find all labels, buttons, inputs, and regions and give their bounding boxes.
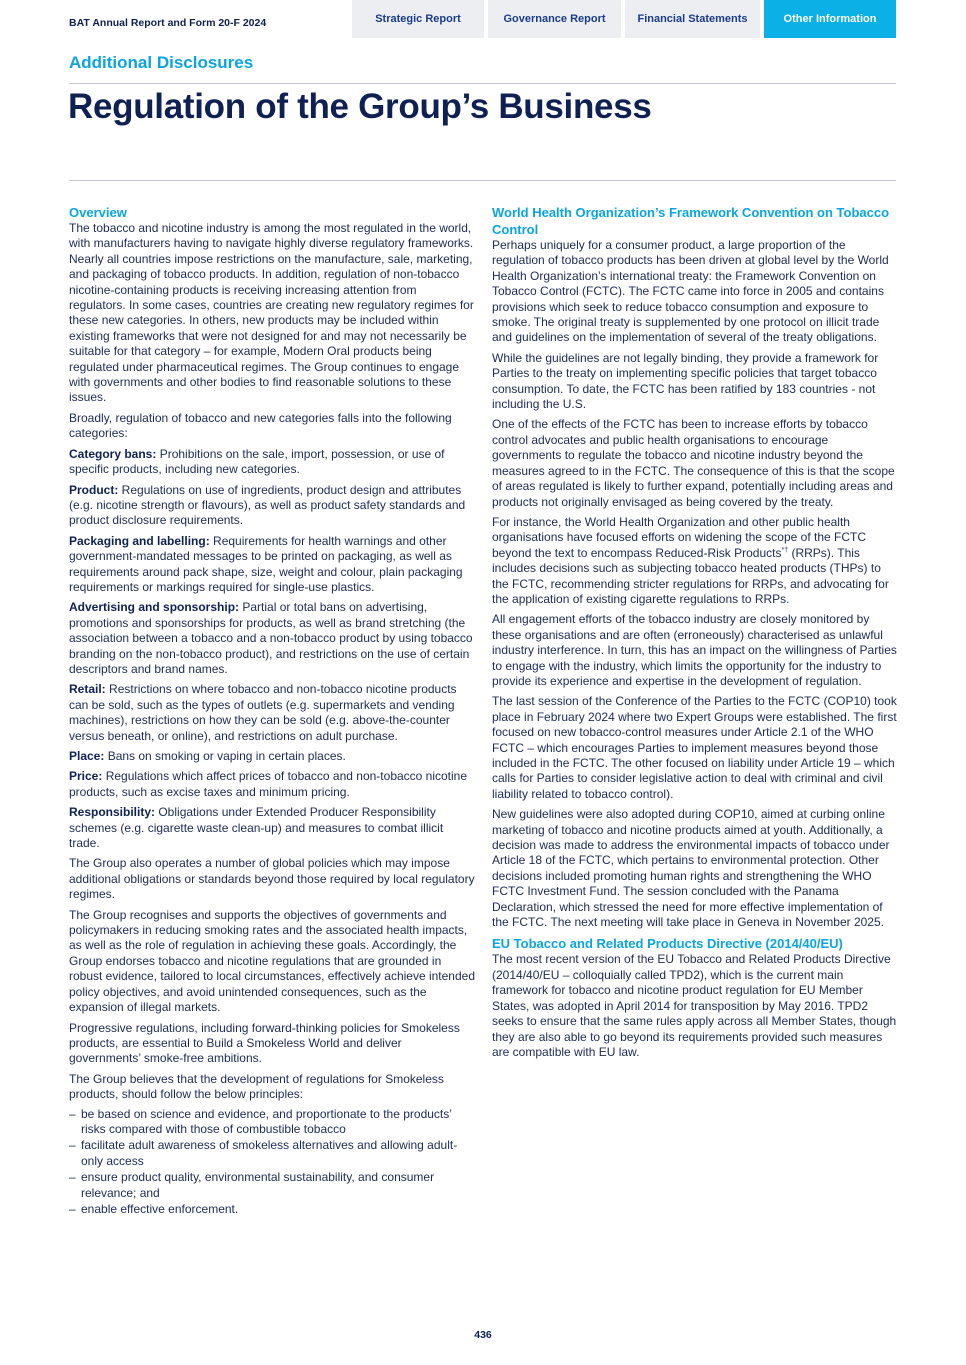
tab-strategic-report[interactable]: Strategic Report <box>352 0 484 38</box>
report-title: BAT Annual Report and Form 20-F 2024 <box>69 17 267 29</box>
list-item: – enable effective enforcement. <box>69 1202 475 1217</box>
section-label: Additional Disclosures <box>69 53 254 72</box>
tab-financial-statements[interactable]: Financial Statements <box>625 0 760 38</box>
category-item <box>69 483 475 529</box>
paragraph: While the guidelines are not legally binding, they provide a framework for Parties to the treaty on implementing specific policies that target tobacco consumption. To date, the FCTC has been ratified by 183 countries - not including the U.S. <box>492 350 879 412</box>
paragraph: New guidelines were also adopted during COP10, aimed at curbing online marketing of tobacco and nicotine products aimed at youth. Additionally, a decision was made to address the environmental impacts of tobacco under Article 18 of the FCTC, which pertains to environmental protection. Other decisions included promoting human rights and strengthening the WHO FCTC Investment Fund. The session concluded with the Panama Declaration, which stressed the need for more effective implementation of the FCTC. The next meeting will take place in Geneva in November 2025. <box>492 807 890 930</box>
divider <box>69 180 896 181</box>
category-text: Requirements for health warnings and other government-mandated messages to be printed on packaging, as well as requirements around pack shape, size, weight and colour, plain packaging requirements or markings required for single-use plastics. <box>69 533 463 594</box>
list-item: – be based on science and evidence, and proportionate to the products’ risks compared with those of combustible tobacco <box>69 1107 475 1138</box>
paragraph: The tobacco and nicotine industry is among the most regulated in the world, with manufacturers having to navigate highly diverse regulatory frameworks. Nearly all countries impose restrictions on the manufacture, sale, marketing, and packaging of tobacco products. In addition, regulation of non-tobacco nicotine-containing products is receiving increasing attention from regulators. In some cases, countries are creating new regulatory regimes for these new categories. In others, new products may be included within existing frameworks that were not designed for and may not necessarily be suitable for that category – for example, Modern Oral products being regulated under pharmaceutical regimes. The Group continues to engage with governments and other bodies to find reasonable solutions to these issues. <box>69 221 474 405</box>
category-item <box>69 769 475 800</box>
category-label: Packaging and labelling: <box>69 533 210 548</box>
category-text: Prohibitions on the sale, import, possession, or use of specific products, including new categories. <box>69 446 445 477</box>
left-column <box>69 204 475 1218</box>
paragraph: All engagement efforts of the tobacco industry are closely monitored by these organisations and are often (erroneously) characterised as unlawful industry interference. In turn, this has an impact on the willingness of Parties to engage with the industry, which limits the opportunity for the industry to provide its experience and expertise in the development of regulation. <box>492 612 897 688</box>
category-label: Advertising and sponsorship: <box>69 600 240 615</box>
category-item <box>69 447 475 478</box>
category-label: Place: <box>69 749 105 763</box>
principles-list <box>69 1107 475 1218</box>
category-text: Regulations on use of ingredients, product design and attributes (e.g. nicotine strength or flavours), as well as product safety standards and product disclosure requirements. <box>69 482 466 528</box>
right-column <box>492 204 898 1065</box>
category-label: Responsibility: <box>69 805 156 820</box>
category-item <box>69 600 475 677</box>
text: For instance, the World Health Organization and other public health organisations have focused efforts on widening the scope of the FCTC beyond the text to encompass Reduced-Risk Products <box>492 514 866 560</box>
category-label: Product: <box>69 482 119 497</box>
paragraph: The Group recognises and supports the objectives of governments and policymakers in reducing smoking rates and the associated health impacts, as well as the role of regulation in achieving these goals. Accordingly, the Group endorses tobacco and nicotine regulations that are grounded in robust evidence, tailored to local circumstances, effectively achieve intended policy objectives, and avoid unintended consequences, such as the expansion of illegal markets. <box>69 907 476 1015</box>
category-item <box>69 534 475 596</box>
category-item <box>69 805 475 851</box>
category-text: Restrictions on where tobacco and non-tobacco nicotine products can be sold, such as the types of outlets (e.g. supermarkets and vending machines), restrictions on how they can be sold (e.g. above-the-counter versus beneath, or online), and restrictions on adult purchase. <box>69 682 457 743</box>
text: (RRPs). This includes decisions such as subjecting tobacco heated products (THPs) to the FCTC, recommending stricter regulations for RRPs, and advocating for the application of existing cigarette regulations to RRPs. <box>492 545 889 606</box>
category-item <box>69 749 475 764</box>
page-number: 436 <box>474 1329 492 1341</box>
paragraph: Broadly, regulation of tobacco and new categories falls into the following categories: <box>69 410 452 441</box>
category-item <box>69 682 475 744</box>
paragraph: The most recent version of the EU Tobacco and Related Products Directive (2014/40/EU – colloquially called TPD2), which is the current main framework for tobacco and nicotine product regulation for EU Member States, was adopted in April 2014 for transposition by May 2016. TPD2 seeks to ensure that the same rules apply across all Member States, though they are also able to go beyond its requirements provided such measures are compatible with EU law. <box>492 952 897 1059</box>
paragraph: The Group believes that the development of regulations for Smokeless products, should follow the below principles: <box>69 1071 444 1102</box>
tab-other-information[interactable]: Other Information <box>764 0 896 38</box>
paragraph: The last session of the Conference of the Parties to the FCTC (COP10) took place in February 2024 where two Expert Groups were established. The first focused on new tobacco-control measures under Article 2.1 of the WHO FCTC – which encourages Parties to implement measures beyond those included in the FCTC. The other focused on liability under Article 19 – which calls for Parties to consider legislative action to deal with criminal and civil liability related to tobacco control). <box>492 694 897 801</box>
footnote-marker: *† <box>781 546 789 554</box>
paragraph: One of the effects of the FCTC has been to increase efforts by tobacco control advocates and public health organisations to encourage governments to regulate the tobacco and nicotine industry beyond the measures agreed to in the FCTC. The consequence of this is that the scope of areas regulated is likely to further expand, potentially including areas and products not originally envisaged as being covered by the treaty. <box>492 417 895 509</box>
category-label: Retail: <box>69 682 106 697</box>
category-text: Partial or total bans on advertising, promotions and sponsorships for products, as well as brand stretching (the association between a tobacco and a non-tobacco product by using tobacco branding on the non-tobacco product), and restrictions on the use of certain descriptors and brand names. <box>69 600 473 676</box>
paragraph: Progressive regulations, including forward-thinking policies for Smokeless products, are essential to Build a Smokeless World and deliver governments’ smoke-free ambitions. <box>69 1020 460 1066</box>
page-title: Regulation of the Group’s Business <box>68 87 652 126</box>
who-fctc-heading: World Health Organization’s Framework Convention on Tobacco Control <box>492 205 890 237</box>
list-item: – ensure product quality, environmental sustainability, and consumer relevance; and <box>69 1170 475 1201</box>
eu-tpd-heading: EU Tobacco and Related Products Directive (2014/40/EU) <box>492 936 843 952</box>
overview-heading: Overview <box>69 205 127 220</box>
top-navigation <box>0 0 966 38</box>
category-text: Bans on smoking or vaping in certain places. <box>104 749 346 763</box>
tab-governance-report[interactable]: Governance Report <box>488 0 621 38</box>
category-text: Regulations which affect prices of tobacco and non-tobacco nicotine products, such as excise taxes and minimum pricing. <box>69 769 468 799</box>
category-label: Category bans: <box>69 446 157 461</box>
paragraph: The Group also operates a number of global policies which may impose additional obligations or standards beyond those required by local regulatory regimes. <box>69 856 475 902</box>
category-text: Obligations under Extended Producer Responsibility schemes (e.g. cigarette waste clean-up) and measures to combat illicit trade. <box>69 805 444 851</box>
list-item: – facilitate adult awareness of smokeless alternatives and allowing adult-only access <box>69 1138 475 1169</box>
paragraph: Perhaps uniquely for a consumer product, a large proportion of the regulation of tobacco products has been driven at global level by the World Health Organization’s international treaty: the Framework Convention on Tobacco Control (FCTC). The FCTC came into force in 2005 and contains provisions which seek to reduce tobacco consumption and exposure to smoke. The original treaty is supplemented by one protocol on illicit trade and guidelines on the implementation of several of the treaty obligations. <box>492 238 889 345</box>
category-label: Price: <box>69 769 103 784</box>
divider <box>69 83 896 84</box>
paragraph <box>492 515 898 607</box>
